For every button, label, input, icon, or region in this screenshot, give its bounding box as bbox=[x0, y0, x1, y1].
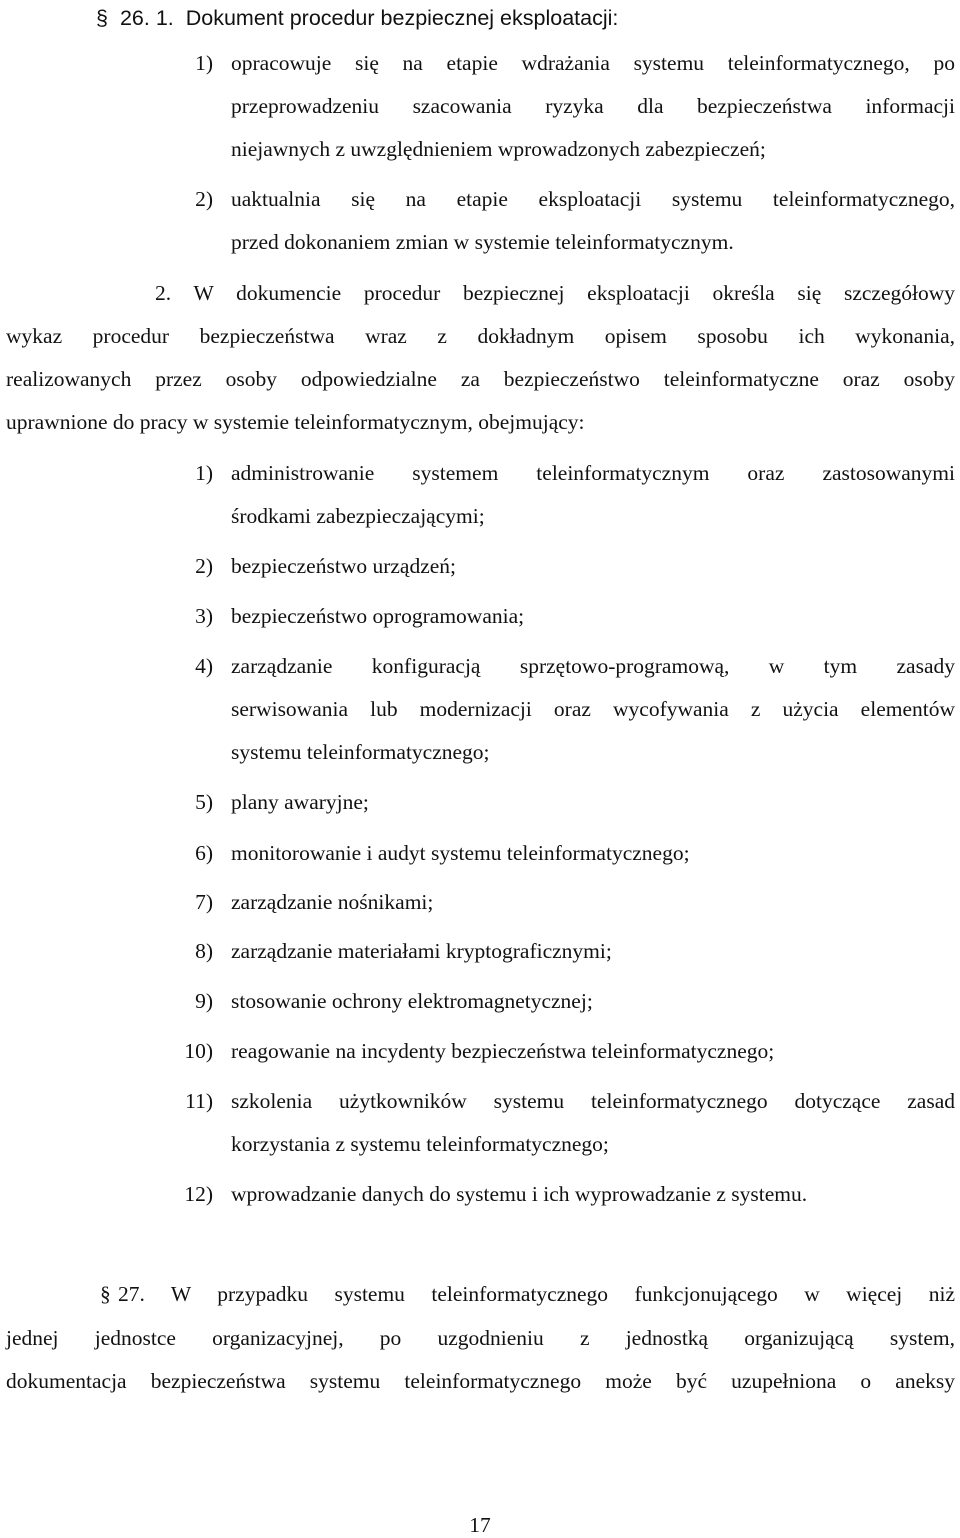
point-text-line: przeprowadzeniu szacowania ryzyka dla bezpieczeństwa informacji bbox=[231, 94, 955, 118]
list-item-line: bezpieczeństwo oprogramowania; bbox=[231, 604, 525, 628]
point-text-line: przed dokonaniem zmian w systemie teleinformatycznym. bbox=[231, 230, 734, 254]
paragraph-line: uprawnione do pracy w systemie teleinformatycznym, obejmujący: bbox=[6, 410, 585, 434]
list-item-number: 9) bbox=[195, 989, 213, 1013]
list-item-number: 3) bbox=[195, 604, 213, 628]
section-mark: § bbox=[100, 1282, 111, 1306]
section-mark: § bbox=[96, 6, 108, 30]
list-item-line: zarządzanie materiałami kryptograficznymi; bbox=[231, 939, 612, 963]
list-item-line: wprowadzanie danych do systemu i ich wyprowadzanie z systemu. bbox=[231, 1182, 808, 1206]
list-item-number: 4) bbox=[195, 654, 213, 678]
list-item-number: 11) bbox=[185, 1089, 213, 1113]
paragraph-line: jednej jednostce organizacyjnej, po uzgodnieniu z jednostką organizującą system, bbox=[6, 1326, 955, 1350]
point-text-line: uaktualnia się na etapie eksploatacji systemu teleinformatycznego, bbox=[231, 187, 955, 211]
list-item-number: 10) bbox=[184, 1039, 213, 1063]
list-item-line: systemu teleinformatycznego; bbox=[231, 740, 490, 764]
paragraph-line: wykaz procedur bezpieczeństwa wraz z dokładnym opisem sposobu ich wykonania, bbox=[6, 324, 955, 348]
list-item-line: monitorowanie i audyt systemu teleinformatycznego; bbox=[231, 841, 690, 865]
page-number: 17 bbox=[469, 1513, 491, 1537]
list-item-line: reagowanie na incydenty bezpieczeństwa teleinformatycznego; bbox=[231, 1039, 775, 1063]
point-number: 2) bbox=[195, 187, 213, 211]
paragraph-line: realizowanych przez osoby odpowiedzialne za bezpieczeństwo teleinformatyczne oraz osoby bbox=[6, 367, 955, 391]
list-item-line: środkami zabezpieczającymi; bbox=[231, 504, 485, 528]
section-intro: Dokument procedur bezpiecznej eksploatacji: bbox=[185, 6, 619, 30]
list-item-line: zarządzanie konfiguracją sprzętowo-programową, w tym zasady bbox=[231, 654, 955, 678]
paragraph-line: 2. W dokumencie procedur bezpiecznej eksploatacji określa się szczegółowy bbox=[155, 281, 955, 305]
list-item-number: 8) bbox=[195, 939, 213, 963]
list-item-number: 5) bbox=[195, 790, 213, 814]
list-item-number: 1) bbox=[195, 461, 213, 485]
point-text-line: opracowuje się na etapie wdrażania systemu teleinformatycznego, po bbox=[231, 51, 955, 75]
list-item-line: szkolenia użytkowników systemu teleinformatycznego dotyczące zasad bbox=[231, 1089, 955, 1113]
list-item-line: zarządzanie nośnikami; bbox=[231, 890, 434, 914]
list-item-number: 7) bbox=[195, 890, 213, 914]
list-item-number: 6) bbox=[195, 841, 213, 865]
section-number: 26. 1. bbox=[119, 6, 174, 30]
section-heading-26 bbox=[96, 5, 618, 31]
list-item-line: plany awaryjne; bbox=[231, 790, 369, 814]
list-item-line: serwisowania lub modernizacji oraz wycofywania z użycia elementów bbox=[231, 697, 955, 721]
list-item-number: 2) bbox=[195, 554, 213, 578]
paragraph-line: 27. W przypadku systemu teleinformatycznego funkcjonującego w więcej niż bbox=[118, 1282, 955, 1306]
list-item-line: administrowanie systemem teleinformatycznym oraz zastosowanymi bbox=[231, 461, 955, 485]
list-item-line: stosowanie ochrony elektromagnetycznej; bbox=[231, 989, 593, 1013]
list-item-line: korzystania z systemu teleinformatycznego; bbox=[231, 1132, 609, 1156]
list-item-number: 12) bbox=[184, 1182, 213, 1206]
point-text-line: niejawnych z uwzględnieniem wprowadzonych zabezpieczeń; bbox=[231, 137, 766, 161]
paragraph-line: dokumentacja bezpieczeństwa systemu teleinformatycznego może być uzupełniona o aneksy bbox=[6, 1369, 955, 1393]
point-number: 1) bbox=[195, 51, 213, 75]
list-item-line: bezpieczeństwo urządzeń; bbox=[231, 554, 457, 578]
